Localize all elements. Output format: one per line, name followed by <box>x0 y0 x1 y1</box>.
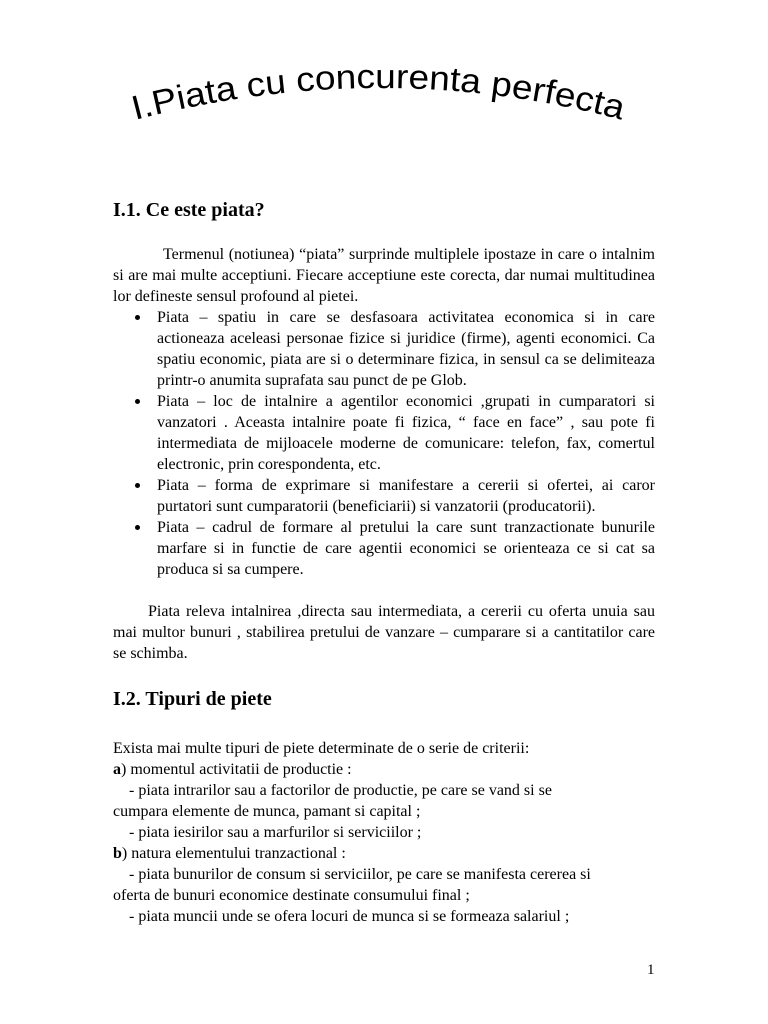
list-item <box>135 475 655 517</box>
title-text <box>128 60 629 128</box>
list-item <box>135 517 655 580</box>
section2-content <box>113 738 658 927</box>
bullet-icon <box>135 399 140 404</box>
bullet-text: Piata – forma de exprimare si manifestare a cererii si ofertei, ai caror purtatori sunt cumparatorii (beneficiarii) si vanzatorii (producatorii). <box>157 477 655 515</box>
title-wordart <box>0 60 768 150</box>
section1-intro: Termenul (notiunea) “piata” surprinde multiplele ipostaze in care o intalnim si are mai multe acceptiuni. Fiecare acceptiune este corecta, dar numai multitudinea lor defineste sensul profound al pietei. <box>113 246 655 305</box>
bullet-text: Piata – loc de intalnire a agentilor economici ,grupati in cumparatori si vanzatori . Aceasta intalnire poate fi fizica, “ face en face” , sau pote fi intermediata de mijloacele moderne de comunicare: telefon, fax, comertul electronic, prin corespondenta, etc. <box>157 393 655 473</box>
bullet-text: Piata – cadrul de formare al pretului la care sunt tranzactionate bunurile marfare si in functie de care agentii economici se orienteaza ce si cat sa produca si sa cumpere. <box>157 519 655 578</box>
section1-heading: I.1. Ce este piata? <box>113 199 265 221</box>
criterion-b-letter: b <box>113 845 122 862</box>
bullet-icon <box>135 525 140 530</box>
title-textpath: I.Piata cu concurenta perfecta <box>127 60 628 128</box>
section2-intro: Exista mai multe tipuri de piete determinate de o serie de criterii: <box>113 740 530 757</box>
section2-heading: I.2. Tipuri de piete <box>113 688 272 710</box>
list-item: - piata bunurilor de consum si serviciilor, pe care se manifesta cererea si <box>129 866 591 883</box>
section1-bullet-list <box>135 307 655 580</box>
criterion-b-text: ) natura elementului tranzactional : <box>121 845 346 862</box>
bullet-icon <box>135 315 140 320</box>
bullet-icon <box>135 483 140 488</box>
list-item <box>135 391 655 475</box>
criterion-a-text: ) momentul activitatii de productie : <box>121 761 352 778</box>
list-item: - piata intrarilor sau a factorilor de productie, pe care se vand si se <box>129 782 552 799</box>
page-number: 1 <box>647 962 655 978</box>
page-title <box>0 60 768 150</box>
section1-closing: Piata releva intalnirea ,directa sau intermediata, a cererii cu oferta unuia sau mai multor bunuri , stabilirea pretului de vanzare – cumparare si a cantitatilor care se schimba. <box>113 603 655 662</box>
list-item-continuation: oferta de bunuri economice destinate consumului final ; <box>113 887 470 904</box>
criterion-a <box>113 759 658 780</box>
list-item: - piata muncii unde se ofera locuri de munca si se formeaza salariul ; <box>129 908 570 925</box>
criterion-b <box>113 843 658 864</box>
list-item-continuation: cumpara elemente de munca, pamant si capital ; <box>113 803 421 820</box>
bullet-text: Piata – spatiu in care se desfasoara activitatea economica si in care actioneaza aceleasi personae fizice si juridice (firme), agenti economici. Ca spatiu economic, piata are si o determinare fizica, in sensul ca se delimiteaza printr-o anumita suprafata sau punct de pe Glob. <box>157 309 655 389</box>
criterion-a-letter: a <box>113 761 121 778</box>
list-item: - piata iesirilor sau a marfurilor si serviciilor ; <box>129 824 422 841</box>
list-item <box>135 307 655 391</box>
